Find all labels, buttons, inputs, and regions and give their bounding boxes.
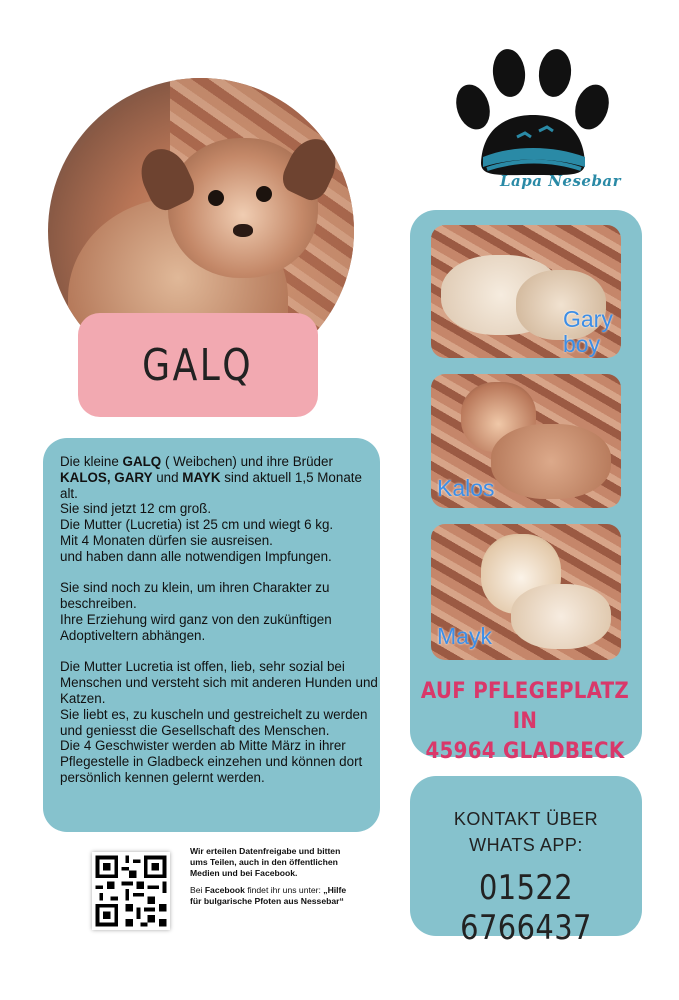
contact-phone[interactable]: 01522 6766437	[460, 868, 592, 948]
info-vaccination-line: und haben dann alle notwendigen Impfungen.	[60, 548, 332, 564]
foster-line-1: AUF PFLEGEPLATZ IN	[420, 679, 630, 734]
sibling-photo-gary	[431, 225, 621, 358]
info-mayk-bold: MAYK	[182, 469, 221, 485]
info-education-line: Ihre Erziehung wird ganz von den zukünftigen Adoptiveltern abhängen.	[60, 611, 332, 643]
puppy-image	[491, 424, 611, 499]
info-mother-cuddle: Sie liebt es, zu kuscheln und gestreichelt zu werden und geniesst die Gesellschaft des Menschen.	[60, 706, 368, 738]
sibling-label-mayk: Mayk	[437, 623, 492, 649]
info-size-line: Sie sind jetzt 12 cm groß.	[60, 501, 212, 517]
info-siblings-move: Die 4 Geschwister werden ab Mitte März in ihrer Pflegestelle in Gladbeck einzehen und können dort persönlich kennen gelernt werden.	[60, 738, 363, 785]
info-name-bold: GALQ	[122, 454, 162, 469]
info-mother-character: Die Mutter Lucretia ist offen, lieb, sehr sozial bei Menschen und versteht sich mit anderen Hunden und Katzen.	[60, 659, 378, 706]
siblings-panel	[410, 210, 642, 757]
sibling-photo-mayk	[431, 524, 621, 660]
footer-share-text: Wir erteilen Datenfreigabe und bitten ums Teilen, auch in den öffentlichen Medien und bei Facebook.	[190, 846, 341, 878]
puppy-nose	[233, 224, 253, 237]
footer-group-name[interactable]: „Hilfe für bulgarische Pfoten aus Nessebar“	[190, 885, 347, 906]
footer-text-span: Bei	[190, 885, 205, 895]
footer-share-note	[190, 846, 350, 879]
info-text-span: ( Weibchen) und ihre Brüder	[161, 454, 333, 469]
info-mother-line: Die Mutter (Lucretia) ist 25 cm und wiegt 6 kg.	[60, 517, 334, 533]
info-text-span: sind aktuell 1,5 Monate alt.	[60, 469, 362, 501]
logo-text: Lapa Nesebar	[500, 172, 622, 190]
info-text-span: Die kleine	[60, 454, 123, 469]
foster-location	[420, 677, 630, 767]
info-text-span: und	[152, 469, 183, 485]
sibling-photo-kalos	[431, 374, 621, 508]
info-travel-line: Mit 4 Monaten dürfen sie ausreisen.	[60, 532, 273, 548]
info-paragraph-1	[60, 454, 378, 565]
info-brothers-bold: KALOS, GARY	[60, 469, 153, 485]
footer-text-span: findet ihr uns unter:	[244, 885, 324, 895]
name-plate	[78, 313, 318, 417]
info-character-line: Sie sind noch zu klein, um ihren Charakter zu beschreiben.	[60, 580, 330, 612]
puppy-eye-right	[256, 186, 272, 202]
info-text	[60, 454, 378, 802]
contact-label-line-1: KONTAKT ÜBER	[453, 809, 599, 829]
puppy-eye-left	[208, 190, 224, 206]
puppy-name: GALQ	[142, 339, 254, 391]
qr-code-icon[interactable]	[92, 852, 170, 930]
footer-facebook-bold: Facebook	[204, 885, 245, 895]
info-paragraph-3	[60, 659, 378, 785]
info-paragraph-2	[60, 580, 378, 643]
footer-text	[190, 846, 350, 913]
contact-label-line-2: WHATS APP:	[469, 835, 583, 855]
puppy-image	[511, 584, 611, 649]
contact-label	[410, 806, 642, 858]
footer-facebook-note	[190, 885, 350, 907]
foster-line-2: 45964 GLADBECK	[425, 739, 625, 764]
sibling-label-gary: Gary boy	[563, 306, 613, 357]
sibling-label-kalos: Kalos	[437, 475, 495, 501]
